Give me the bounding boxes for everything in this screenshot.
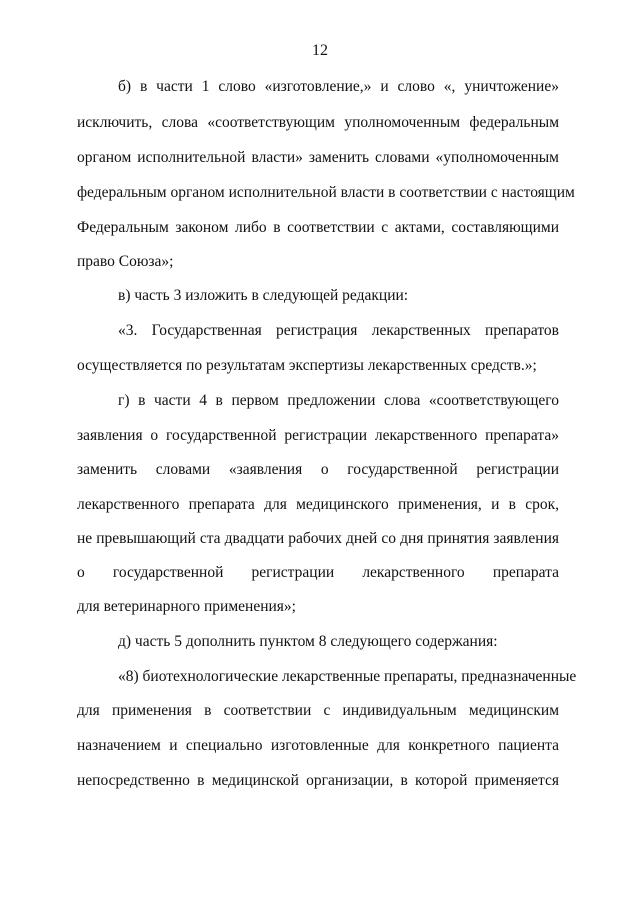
text-line: г) в части 4 в первом предложении слова «соответствующего — [118, 392, 559, 409]
text-line: лекарственного препарата для медицинского применения, и в срок, — [77, 496, 559, 513]
text-line: «8) биотехнологические лекарственные препараты, предназначенные — [118, 668, 577, 685]
text-line: исключить, слова «соответствующим уполномоченным федеральным — [77, 114, 559, 131]
text-line: назначением и специально изготовленные для конкретного пациента — [77, 737, 559, 754]
text-line: непосредственно в медицинской организации, в которой применяется — [77, 772, 559, 789]
page-number: 12 — [312, 42, 328, 59]
text-line: о государственной регистрации лекарственного препарата — [77, 564, 559, 581]
text-line: заявления о государственной регистрации лекарственного препарата» — [77, 427, 559, 444]
text-line: д) часть 5 дополнить пунктом 8 следующего содержания: — [118, 633, 498, 650]
text-line: для ветеринарного применения»; — [77, 598, 296, 615]
text-line: федеральным органом исполнительной власти в соответствии с настоящим — [77, 184, 575, 201]
text-line: право Союза»; — [77, 253, 174, 270]
text-line: в) часть 3 изложить в следующей редакции: — [118, 287, 409, 304]
text-line: «3. Государственная регистрация лекарственных препаратов — [118, 322, 559, 339]
text-line: Федеральным законом либо в соответствии с актами, составляющими — [77, 219, 559, 236]
text-line: для применения в соответствии с индивидуальным медицинским — [77, 702, 559, 719]
text-line: органом исполнительной власти» заменить словами «уполномоченным — [77, 149, 559, 166]
text-line: осуществляется по результатам экспертизы лекарственных средств.»; — [77, 357, 537, 374]
text-line: заменить словами «заявления о государственной регистрации — [77, 461, 559, 478]
text-line: б) в части 1 слово «изготовление,» и слово «, уничтожение» — [118, 78, 559, 95]
text-line: не превышающий ста двадцати рабочих дней со дня принятия заявления — [77, 530, 559, 547]
